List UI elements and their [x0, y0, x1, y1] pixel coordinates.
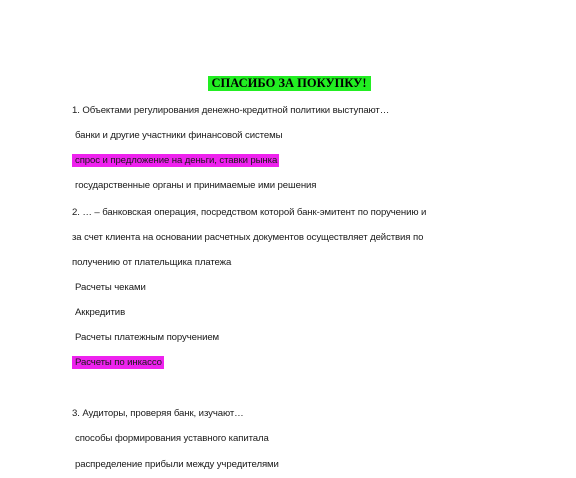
line-text: Расчеты платежным поручением	[75, 332, 220, 343]
document-line	[75, 281, 146, 294]
document-line	[72, 256, 231, 269]
document-line	[75, 129, 282, 142]
line-text: 1. Объектами регулирования денежно-кредитной политики выступают…	[72, 105, 390, 116]
document-line	[72, 407, 244, 420]
line-text: Аккредитив	[75, 307, 126, 318]
line-text: банки и другие участники финансовой системы	[75, 130, 283, 141]
page-title: СПАСИБО ЗА ПОКУПКУ!	[208, 76, 371, 91]
document-line	[75, 179, 316, 192]
line-text: получению от плательщика платежа	[72, 257, 232, 268]
document-line	[75, 306, 125, 319]
line-text: Расчеты чеками	[75, 282, 146, 293]
line-text: за счет клиента на основании расчетных документов осуществляет действия по	[72, 232, 424, 243]
answer-line-highlighted	[72, 154, 279, 167]
document-line	[75, 458, 279, 471]
line-text: способы формирования уставного капитала	[75, 433, 269, 444]
document-line	[72, 206, 426, 219]
line-text: 2. … – банковская операция, посредством которой банк-эмитент по поручению и	[72, 207, 427, 218]
highlighted-answer-text: Расчеты по инкассо	[72, 356, 164, 369]
line-text: распределение прибыли между учредителями	[75, 459, 279, 470]
document-line	[72, 104, 389, 117]
document-line	[75, 331, 219, 344]
title-wrapper	[0, 74, 576, 92]
document-line	[72, 231, 423, 244]
line-text: 3. Аудиторы, проверяя банк, изучают…	[72, 408, 244, 419]
answer-line-highlighted	[72, 356, 164, 369]
highlighted-answer-text: спрос и предложение на деньги, ставки рынка	[72, 154, 279, 167]
document-line	[75, 432, 269, 445]
line-text: государственные органы и принимаемые ими решения	[75, 180, 317, 191]
